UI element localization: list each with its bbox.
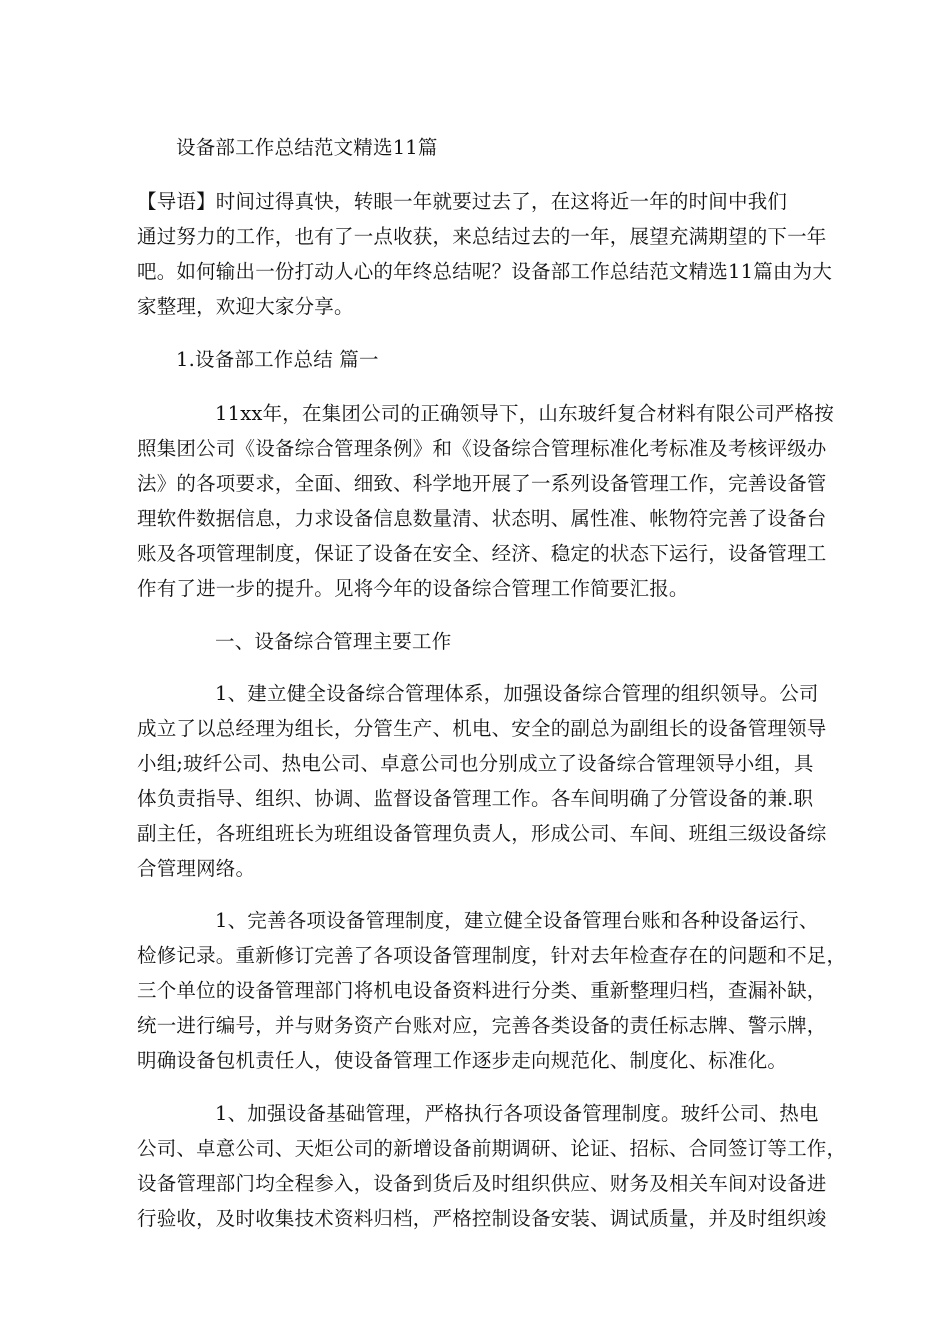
paragraph-line: 体负责指导、组织、协调、监督设备管理工作。各车间明确了分管设备的兼.职 [137, 787, 814, 810]
intro-line: 通过努力的工作，也有了一点收获，来总结过去的一年，展望充满期望的下一年 [137, 225, 827, 248]
intro-line: 吧。如何输出一份打动人心的年终总结呢？设备部工作总结范文精选11篇由为大 [137, 260, 833, 283]
paragraph-line: 作有了进一步的提升。见将今年的设备综合管理工作简要汇报。 [137, 577, 689, 600]
paragraph-line: 小组;玻纤公司、热电公司、卓意公司也分别成立了设备综合管理领导小组，具 [137, 752, 814, 775]
paragraph-line: 照集团公司《设备综合管理条例》和《设备综合管理标准化考标准及考核评级办 [137, 437, 827, 460]
paragraph-line: 理软件数据信息，力求设备信息数量清、状态明、属性准、帐物符完善了设备台 [137, 507, 827, 530]
paragraph-line: 统一进行编号，并与财务资产台账对应，完善各类设备的责任标志牌、警示牌， [137, 1014, 827, 1037]
paragraph-line: 1、完善各项设备管理制度，建立健全设备管理台账和各种设备运行、 [215, 909, 819, 932]
paragraph-line: 明确设备包机责任人，使设备管理工作逐步走向规范化、制度化、标准化。 [137, 1049, 788, 1072]
paragraph-line: 行验收，及时收集技术资料归档，严格控制设备安装、调试质量，并及时组织竣 [137, 1207, 827, 1230]
intro-line: 【导语】时间过得真快，转眼一年就要过去了，在这将近一年的时间中我们 [137, 190, 788, 213]
subheading: 一、设备综合管理主要工作 [215, 630, 452, 653]
document-title: 设备部工作总结范文精选11篇 [176, 136, 438, 159]
paragraph-line: 成立了以总经理为组长，分管生产、机电、安全的副总为副组长的设备管理领导 [137, 717, 827, 740]
intro-line: 家整理，欢迎大家分享。 [137, 295, 354, 318]
section-heading: 1.设备部工作总结 篇一 [176, 348, 379, 371]
paragraph-line: 合管理网络。 [137, 857, 256, 880]
paragraph-line: 副主任，各班组班长为班组设备管理负责人，形成公司、车间、班组三级设备综 [137, 822, 827, 845]
paragraph-line: 检修记录。重新修订完善了各项设备管理制度，针对去年检查存在的问题和不足， [137, 944, 847, 967]
paragraph-line: 法》的各项要求，全面、细致、科学地开展了一系列设备管理工作，完善设备管 [137, 472, 827, 495]
paragraph-line: 1、建立健全设备综合管理体系，加强设备综合管理的组织领导。公司 [215, 682, 819, 705]
paragraph-line: 三个单位的设备管理部门将机电设备资料进行分类、重新整理归档，查漏补缺， [137, 979, 827, 1002]
paragraph-line: 设备管理部门均全程参入，设备到货后及时组织供应、财务及相关车间对设备进 [137, 1172, 827, 1195]
paragraph-line: 11xx年，在集团公司的正确领导下，山东玻纤复合材料有限公司严格按 [215, 402, 834, 425]
paragraph-line: 1、加强设备基础管理，严格执行各项设备管理制度。玻纤公司、热电 [215, 1102, 819, 1125]
paragraph-line: 账及各项管理制度，保证了设备在安全、经济、稳定的状态下运行，设备管理工 [137, 542, 827, 565]
paragraph-line: 公司、卓意公司、天炬公司的新增设备前期调研、论证、招标、合同签订等工作， [137, 1137, 847, 1160]
